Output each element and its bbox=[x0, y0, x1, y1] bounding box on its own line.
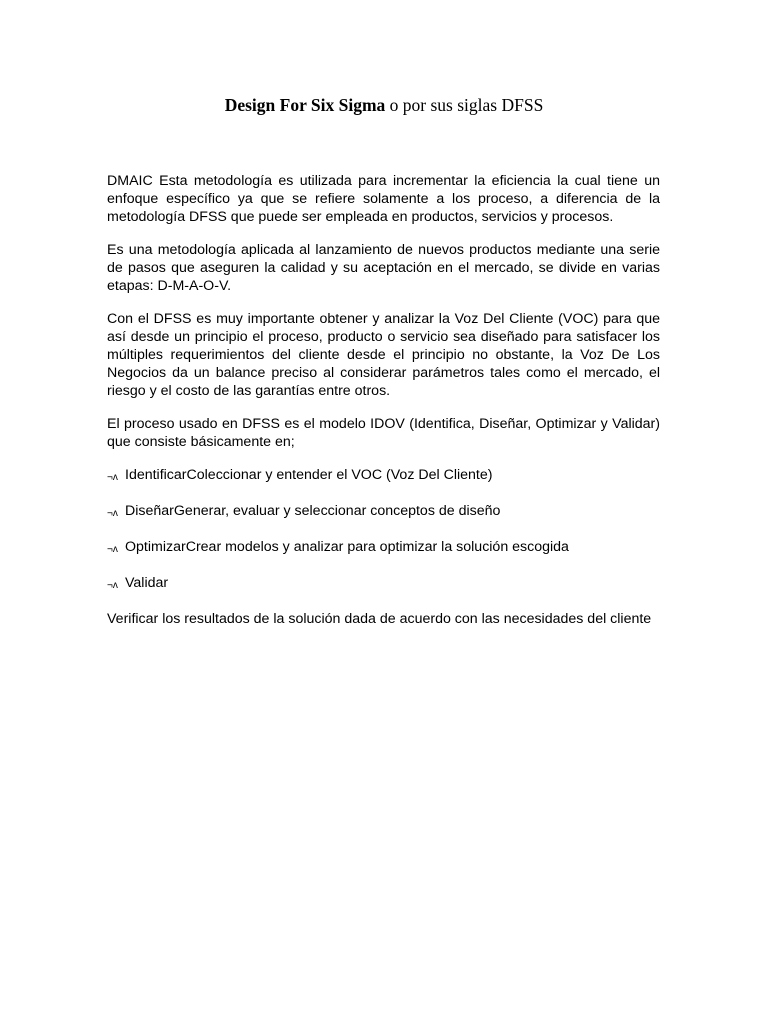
list-item-text: Validar bbox=[125, 575, 169, 591]
paragraph-dmaic: DMAIC Esta metodología es utilizada para incrementar la eficiencia la cual tiene un enfoque específico ya que se refiere solamente a los proceso, a diferencia de la metodología DFSS que puede ser empleada en productos, servicios y procesos. bbox=[107, 173, 660, 225]
list-item-text: OptimizarCrear modelos y analizar para optimizar la solución escogida bbox=[125, 539, 569, 555]
paragraph-metodologia: Es una metodología aplicada al lanzamiento de nuevos productos mediante una serie de pasos que aseguren la calidad y su aceptación en el mercado, se divide en varias etapas: D-M-A-O-V. bbox=[107, 242, 660, 294]
paragraph-closing: Verificar los resultados de la solución dada de acuerdo con las necesidades del cliente bbox=[107, 611, 652, 627]
list-item-text: IdentificarColeccionar y entender el VOC (Voz Del Cliente) bbox=[125, 467, 493, 483]
list-item bbox=[107, 466, 660, 487]
list-item-text: DiseñarGenerar, evaluar y seleccionar conceptos de diseño bbox=[125, 503, 501, 519]
title-rest: o por sus siglas DFSS bbox=[385, 95, 544, 115]
list-item bbox=[107, 574, 660, 595]
document-body bbox=[107, 172, 660, 628]
bullet-icon: ¬ʌ bbox=[107, 544, 118, 555]
list-item bbox=[107, 538, 660, 559]
bullet-icon: ¬ʌ bbox=[107, 580, 118, 591]
list-item bbox=[107, 502, 660, 523]
bullet-icon: ¬ʌ bbox=[107, 508, 118, 519]
bullet-icon: ¬ʌ bbox=[107, 472, 118, 483]
paragraph-voc: Con el DFSS es muy importante obtener y analizar la Voz Del Cliente (VOC) para que así desde un principio el proceso, producto o servicio sea diseñado para satisfacer los múltiples requerimientos del cliente desde el principio no obstante, la Voz De Los Negocios da un balance preciso al considerar parámetros tales como el mercado, el riesgo y el costo de las garantías entre otros. bbox=[107, 311, 660, 399]
title-bold: Design For Six Sigma bbox=[224, 95, 386, 115]
paragraph-idov: El proceso usado en DFSS es el modelo IDOV (Identifica, Diseñar, Optimizar y Validar) que consiste básicamente en; bbox=[107, 416, 660, 450]
document-title bbox=[0, 93, 768, 117]
